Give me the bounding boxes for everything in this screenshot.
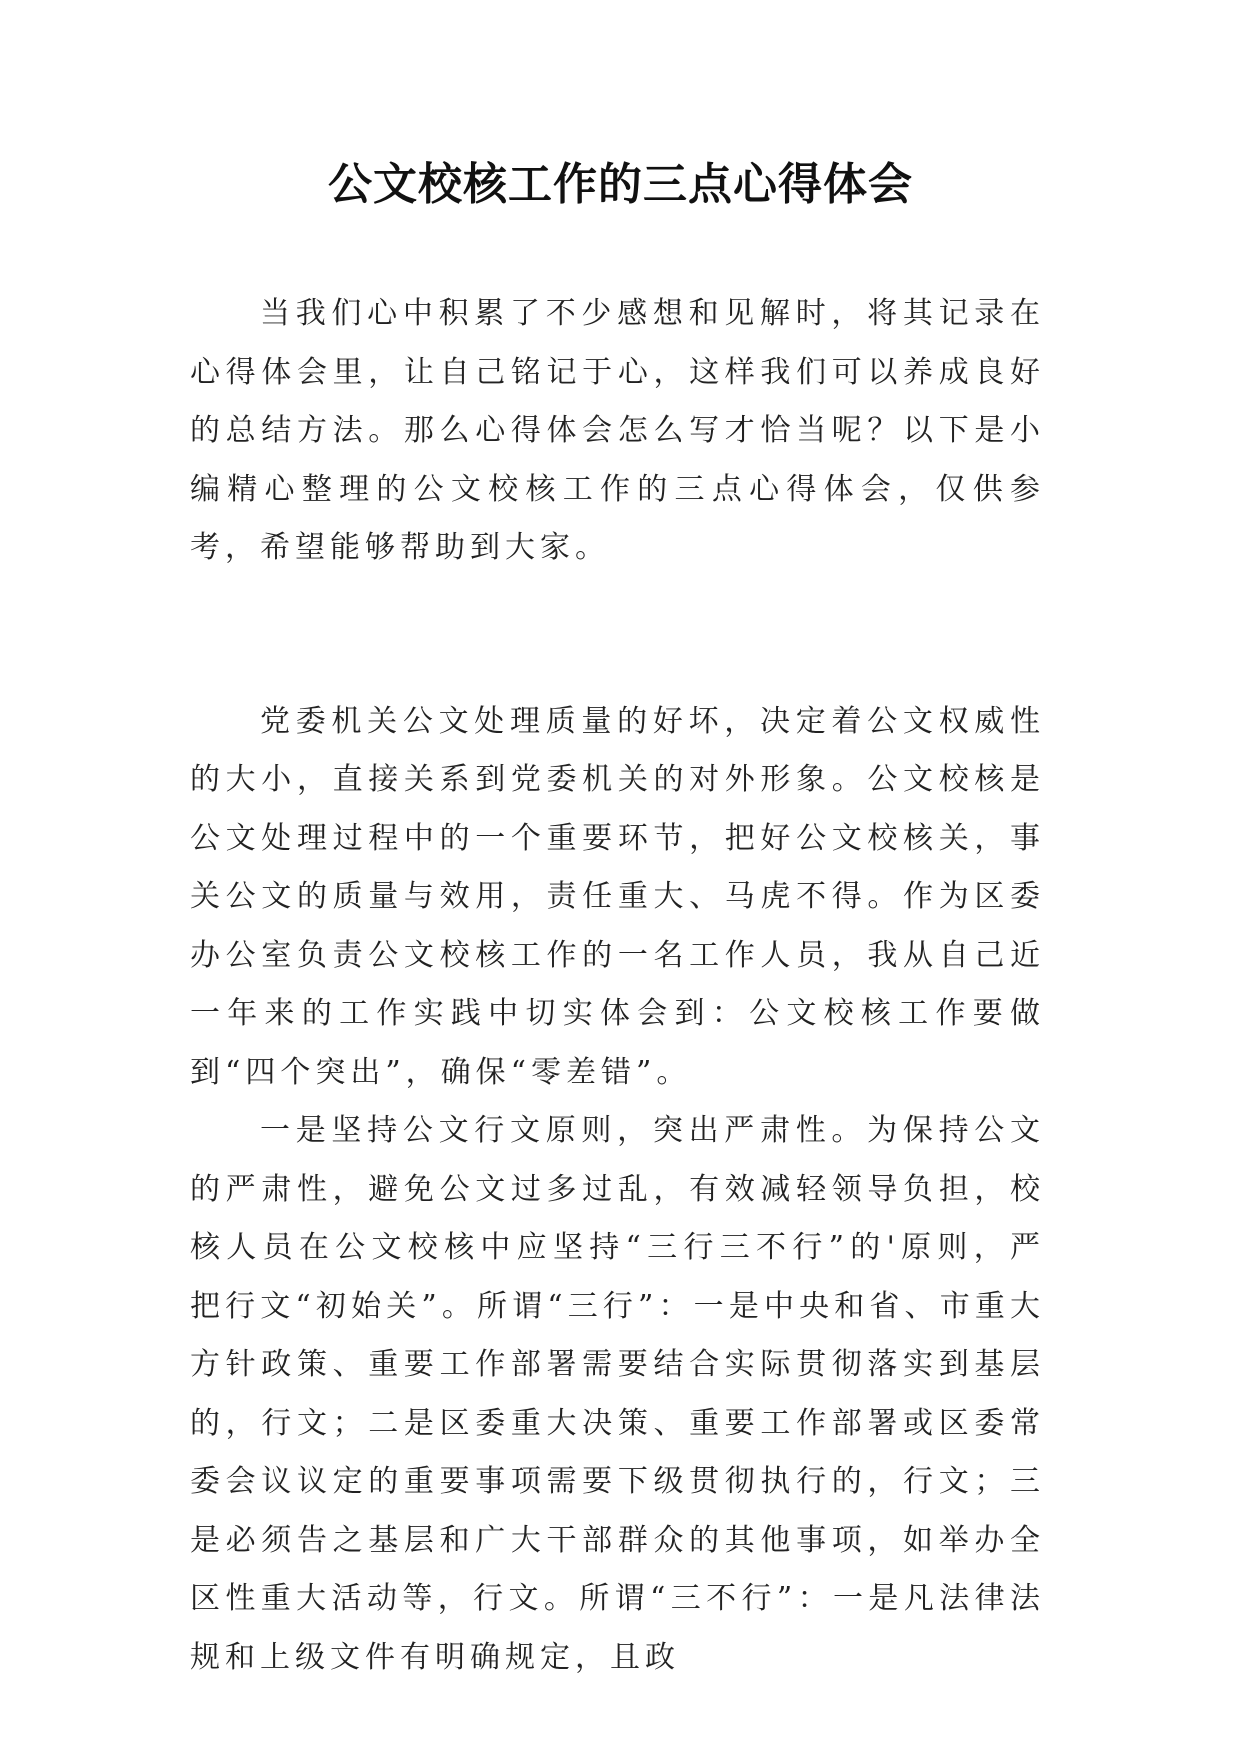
paragraph-gap (190, 578, 1045, 693)
body-paragraph-1: 党委机关公文处理质量的好坏，决定着公文权威性的大小，直接关系到党委机关的对外形象。公文校核是公文处理过程中的一个重要环节，把好公文校核关，事关公文的质量与效用，责任重大、马虎不得。作为区委办公室负责公文校核工作的一名工作人员，我从自己近一年来的工作实践中切实体会到：公文校核工作要做到“四个突出”，确保“零差错”。 (190, 703, 1045, 1090)
body-paragraph-2: 一是坚持公文行文原则，突出严肃性。为保持公文的严肃性，避免公文过多过乱，有效减轻领导负担，校核人员在公文校核中应坚持“三行三不行”的'原则，严把行文“初始关”。所谓“三行”：一是中央和省、市重大方针政策、重要工作部署需要结合实际贯彻落实到基层的，行文；二是区委重大决策、重要工作部署或区委常委会议议定的重要事项需要下级贯彻执行的，行文；三是必须告之基层和广大干部群众的其他事项，如举办全区性重大活动等，行文。所谓“三不行”：一是凡法律法规和上级文件有明确规定，且政 (190, 1113, 1045, 1675)
document-body (190, 285, 1045, 1687)
document-title: 公文校核工作的三点心得体会 (328, 159, 913, 210)
intro-paragraph: 当我们心中积累了不少感想和见解时，将其记录在心得体会里，让自己铭记于心，这样我们可以养成良好的总结方法。那么心得体会怎么写才恰当呢？以下是小编精心整理的公文校核工作的三点心得体会，仅供参考，希望能够帮助到大家。 (190, 296, 1045, 565)
